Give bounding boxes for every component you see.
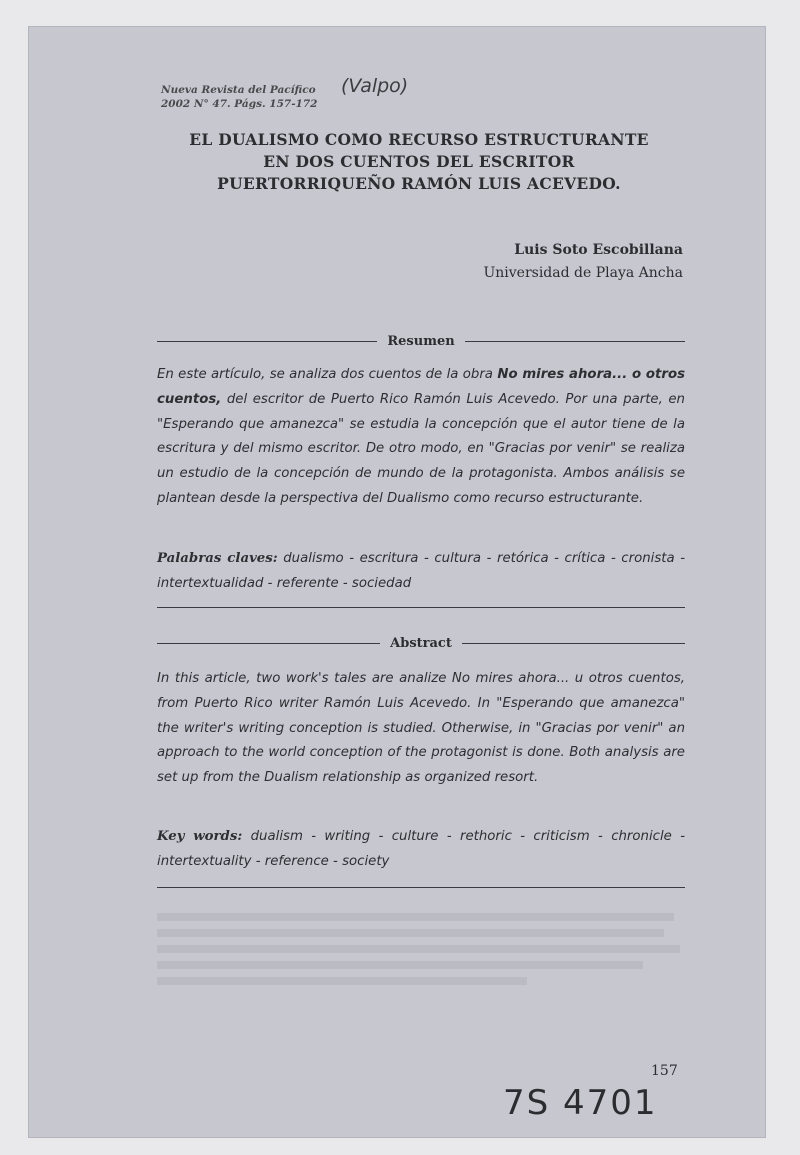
- author-name: Luis Soto Escobillana: [514, 242, 683, 258]
- key-words-label: Key words:: [157, 829, 243, 844]
- rule-line-right: [465, 341, 685, 342]
- resumen-keywords: [157, 547, 685, 597]
- journal-issue: 2002 N° 47. Págs. 157-172: [161, 98, 318, 110]
- resumen-heading: Resumen: [387, 333, 455, 349]
- abstract-heading-rule: [157, 635, 685, 651]
- keywords-label: Palabras claves:: [157, 551, 278, 566]
- handwritten-note: (Valpo): [341, 75, 409, 97]
- resumen-text-post: del escritor de Puerto Rico Ramón Luis Acevedo. Por una parte, en "Esperando que amanezca" se estudia la concepción que el autor tiene de la escritura y del mismo escritor. De otro modo, en "Gracias por venir" se realiza un estudio de la concepción de mundo de la protagonista. Ambos análisis se plantean desde la perspectiva del Dualismo como recurso estructurante.: [157, 391, 685, 506]
- keywords-list: dualismo - escritura - cultura - retórica - crítica - cronista - intertextualidad - referente - sociedad: [157, 551, 685, 591]
- author-affiliation: Universidad de Playa Ancha: [483, 265, 683, 281]
- show-through-text: [157, 905, 685, 1015]
- abstract-heading: Abstract: [390, 635, 452, 651]
- document-page: [28, 26, 766, 1138]
- title-line-1: EL DUALISMO COMO RECURSO ESTRUCTURANTE: [189, 130, 649, 149]
- title-line-3: PUERTORRIQUEÑO RAMÓN LUIS ACEVEDO.: [217, 174, 621, 193]
- key-words-list: dualism - writing - culture - rethoric - criticism - chronicle - intertextuality - reference - society: [157, 829, 685, 869]
- section-divider: [157, 607, 685, 608]
- handwritten-code: 7S 4701: [503, 1083, 658, 1123]
- title-line-2: EN DOS CUENTOS DEL ESCRITOR: [263, 152, 575, 171]
- article-title: [129, 129, 709, 195]
- rule-line-left: [157, 341, 377, 342]
- resumen-heading-rule: [157, 333, 685, 349]
- resumen-text-pre: En este artículo, se analiza dos cuentos de la obra: [157, 367, 498, 382]
- journal-name: Nueva Revista del Pacífico: [161, 84, 316, 96]
- resumen-work-title: No mires ahora... o otros cuentos,: [157, 367, 685, 407]
- page-number: 157: [651, 1063, 678, 1079]
- section-divider-bottom: [157, 887, 685, 888]
- abstract-text: In this article, two work's tales are analize No mires ahora... u otros cuentos, from Puerto Rico writer Ramón Luis Acevedo. In "Esperando que amanezca" the writer's writing conception is studied. Otherwise, in "Gracias por venir" an approach to the world conception of the protagonist is done. Both analysis are set up from the Dualism relationship as organized resort.: [157, 671, 685, 786]
- abstract-keywords: [157, 825, 685, 875]
- resumen-text: [157, 363, 685, 512]
- author-block: [483, 239, 683, 285]
- rule-line-left: [157, 643, 380, 644]
- journal-reference: [161, 83, 317, 111]
- rule-line-right: [462, 643, 685, 644]
